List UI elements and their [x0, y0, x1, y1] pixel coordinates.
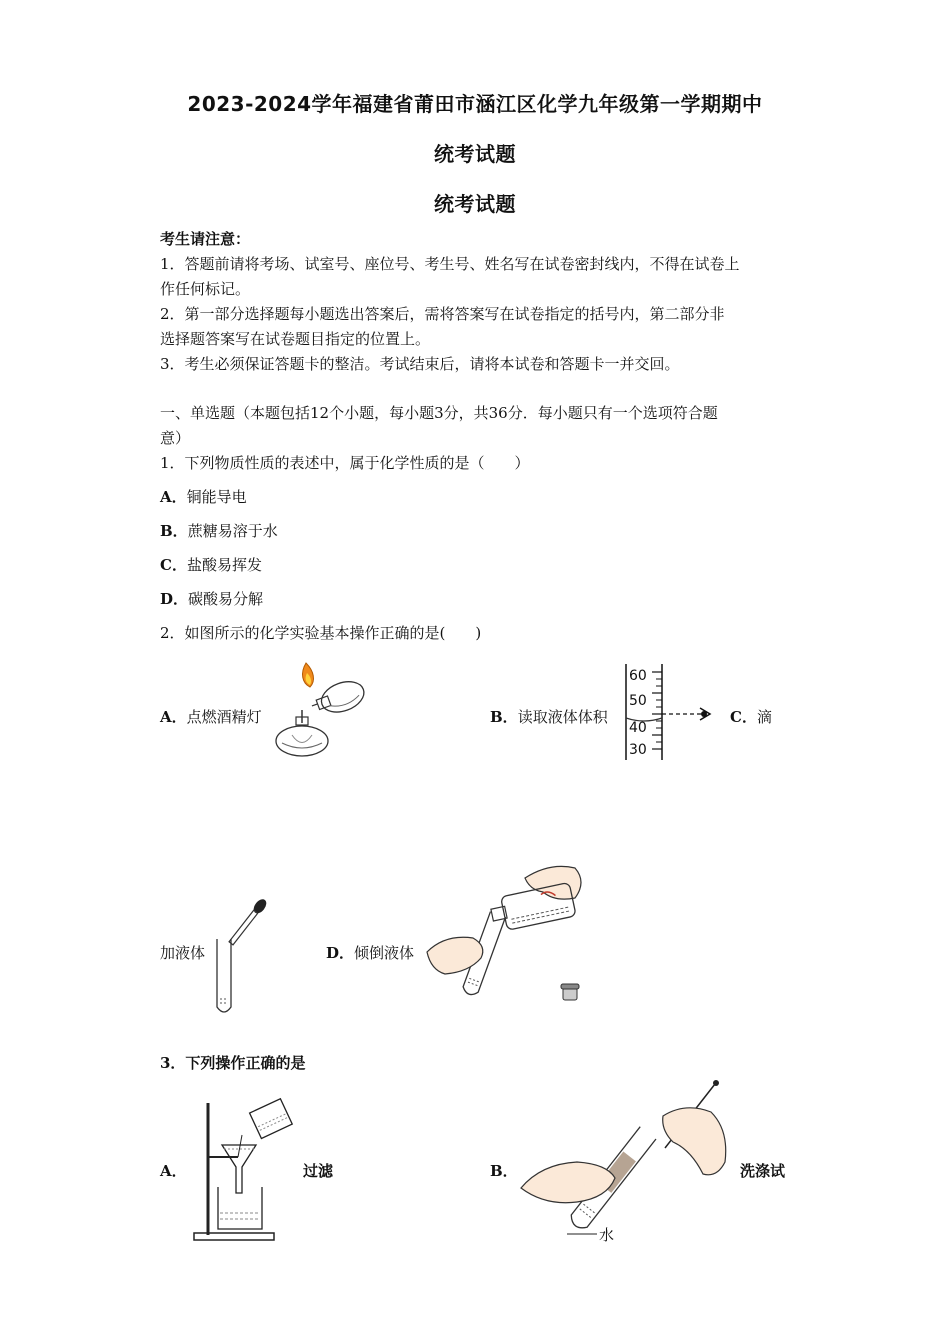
q1-option-a-text: 铜能导电 — [186, 488, 247, 506]
q1-option-d[interactable] — [160, 588, 263, 609]
q2-option-d-letter: D． — [326, 944, 355, 962]
q3-option-a-letter: A． — [160, 1162, 187, 1180]
notice-item-1a: 1．答题前请将考场、试室号、座位号、考生号、姓名写在试卷密封线内，不得在试卷上 — [160, 255, 740, 273]
q1-option-b[interactable] — [160, 520, 278, 541]
exam-title-line2: 统考试题 — [434, 142, 516, 166]
notice-heading: 考生请注意： — [160, 230, 251, 248]
q3-option-a-text: 过滤 — [303, 1162, 334, 1180]
exam-title-line1: 2023-2024学年福建省莆田市涵江区化学九年级第一学期期中 — [187, 92, 763, 116]
q2-option-a-text: 点燃酒精灯 — [186, 708, 262, 726]
q1-option-c-letter: C． — [160, 556, 187, 574]
q2-option-b-text: 读取液体体积 — [517, 708, 608, 726]
q1-option-c-text: 盐酸易挥发 — [186, 556, 262, 574]
graduated-cylinder-figure — [622, 662, 722, 762]
q2-option-a-letter: A． — [160, 708, 187, 726]
cylinder-tick-60: 60 — [629, 668, 647, 684]
q3-option-b-text: 洗涤试 — [740, 1162, 786, 1180]
q2-option-c-text: 滴 — [756, 708, 772, 726]
q2-option-b[interactable] — [490, 706, 608, 727]
q1-stem: 1．下列物质性质的表述中，属于化学性质的是（ ） — [160, 454, 530, 472]
q2-option-c[interactable] — [730, 706, 772, 727]
cylinder-tick-30: 30 — [629, 742, 647, 758]
q3-option-b-letter: B． — [490, 1162, 518, 1180]
q1-option-a-letter: A． — [160, 488, 187, 506]
q2-option-c-letter: C． — [730, 708, 757, 726]
notice-item-3: 3．考生必须保证答题卡的整洁。考试结束后，请将本试卷和答题卡一并交回。 — [160, 355, 680, 373]
alcohol-lamp-figure — [272, 655, 372, 760]
q1-option-d-letter: D． — [160, 590, 189, 608]
q2-option-d-text: 倾倒液体 — [354, 944, 415, 962]
q3-option-b[interactable] — [490, 1160, 518, 1181]
notice-item-2a: 2．第一部分选择题每小题选出答案后，需将答案写在试卷指定的括号内，第二部分非 — [160, 305, 725, 323]
q1-option-d-text: 碳酸易分解 — [188, 590, 264, 608]
q1-option-b-letter: B． — [160, 522, 188, 540]
q2-stem: 2．如图所示的化学实验基本操作正确的是( ) — [160, 624, 482, 642]
exam-subtitle: 统考试题 — [434, 192, 516, 216]
q1-option-b-text: 蔗糖易溶于水 — [187, 522, 278, 540]
notice-item-2b: 选择题答案写在试卷题目指定的位置上。 — [160, 330, 431, 348]
q2-option-c-continued: 加液体 — [160, 944, 206, 962]
q3-stem: 3．下列操作正确的是 — [160, 1054, 306, 1072]
q1-option-c[interactable] — [160, 554, 262, 575]
q2-option-d[interactable] — [326, 942, 414, 963]
cylinder-tick-40: 40 — [629, 720, 647, 736]
q3-option-a[interactable] — [160, 1160, 187, 1181]
dropper-test-tube-figure — [205, 895, 275, 1020]
cylinder-tick-50: 50 — [629, 693, 647, 709]
pouring-liquid-figure — [425, 860, 590, 1010]
section-heading-line2: 意） — [160, 429, 191, 447]
test-tube-washing-figure — [515, 1078, 740, 1248]
section-heading-line1: 一、单选题（本题包括12个小题，每小题3分，共36分．每小题只有一个选项符合题 — [160, 404, 718, 422]
filtration-figure — [190, 1095, 300, 1243]
q2-option-a[interactable] — [160, 706, 262, 727]
notice-item-1b: 作任何标记。 — [160, 280, 251, 298]
q1-option-a[interactable] — [160, 486, 247, 507]
q2-option-b-letter: B． — [490, 708, 518, 726]
water-label: 水 — [599, 1226, 615, 1244]
